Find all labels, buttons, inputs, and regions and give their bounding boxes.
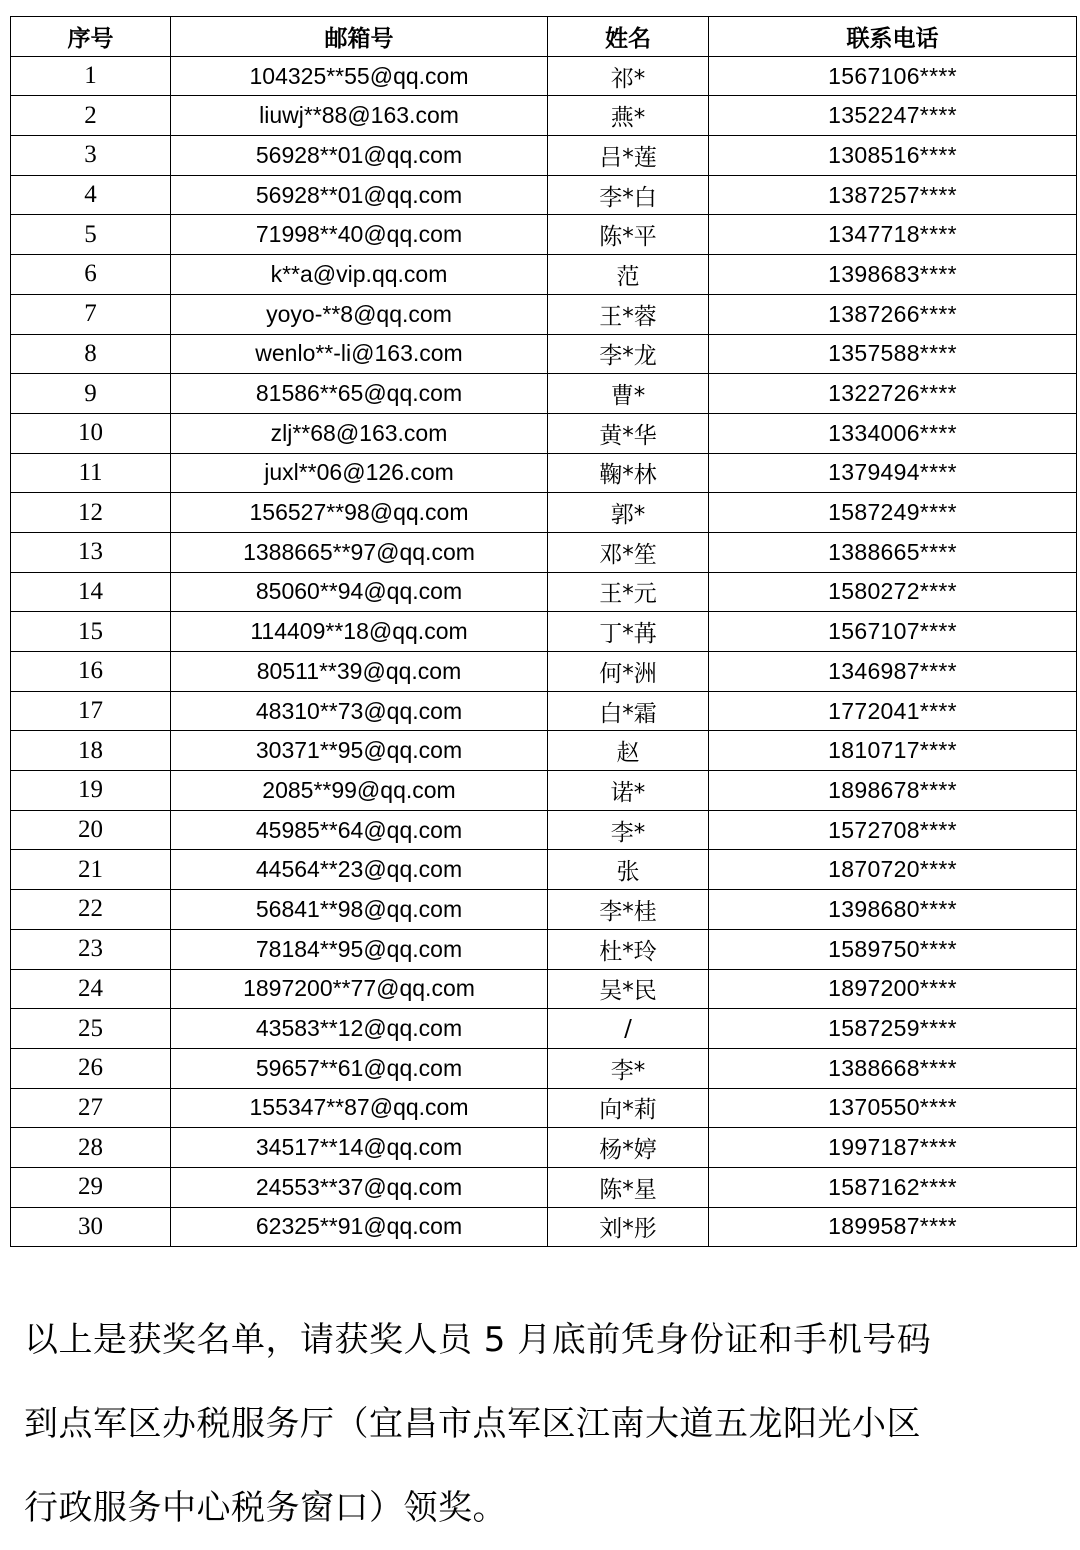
header-name: 姓名 [548,17,709,57]
cell-phone: 1587162**** [709,1167,1077,1207]
cell-seq: 22 [11,890,171,930]
cell-email: 1388665**97@qq.com [171,532,548,572]
cell-email: 43583**12@qq.com [171,1009,548,1049]
cell-seq: 15 [11,612,171,652]
cell-email: zlj**68@163.com [171,413,548,453]
cell-phone: 1347718**** [709,215,1077,255]
cell-email: 56841**98@qq.com [171,890,548,930]
cell-name: 诺* [548,771,709,811]
cell-email: 2085**99@qq.com [171,771,548,811]
cell-phone: 1334006**** [709,413,1077,453]
cell-seq: 10 [11,413,171,453]
cell-phone: 1398680**** [709,890,1077,930]
cell-name: 丁*苒 [548,612,709,652]
table-row [11,612,1077,652]
cell-email: 156527**98@qq.com [171,493,548,533]
cell-phone: 1398683**** [709,255,1077,295]
table-row [11,294,1077,334]
cell-seq: 5 [11,215,171,255]
cell-email: k**a@vip.qq.com [171,255,548,295]
table-row [11,731,1077,771]
cell-phone: 1870720**** [709,850,1077,890]
table-row [11,453,1077,493]
cell-phone: 1567106**** [709,56,1077,96]
table-row [11,215,1077,255]
notice-line: 到点军区办税服务厅（宜昌市点军区江南大道五龙阳光小区 [24,1404,921,1444]
cell-seq: 6 [11,255,171,295]
cell-phone: 1897200**** [709,969,1077,1009]
cell-seq: 20 [11,810,171,850]
cell-phone: 1567107**** [709,612,1077,652]
cell-seq: 4 [11,175,171,215]
cell-name: 杜*玲 [548,929,709,969]
cell-phone: 1357588**** [709,334,1077,374]
cell-name: 吕*莲 [548,136,709,176]
cell-seq: 1 [11,56,171,96]
cell-name: 白*霜 [548,691,709,731]
cell-name: 祁* [548,56,709,96]
cell-name: 陈*星 [548,1167,709,1207]
cell-name: 燕* [548,96,709,136]
cell-phone: 1346987**** [709,652,1077,692]
cell-phone: 1997187**** [709,1128,1077,1168]
table-row [11,96,1077,136]
table-row [11,691,1077,731]
cell-phone: 1308516**** [709,136,1077,176]
table-row [11,1048,1077,1088]
cell-name: 曹* [548,374,709,414]
cell-seq: 12 [11,493,171,533]
table-row [11,1128,1077,1168]
table-row [11,969,1077,1009]
cell-name: 吴*民 [548,969,709,1009]
cell-email: 85060**94@qq.com [171,572,548,612]
cell-email: 45985**64@qq.com [171,810,548,850]
notice-paragraph [24,1298,1064,1550]
cell-seq: 23 [11,929,171,969]
notice-line: 行政服务中心税务窗口）领奖。 [24,1488,507,1528]
cell-name: 陈*平 [548,215,709,255]
cell-email: wenlo**-li@163.com [171,334,548,374]
cell-phone: 1352247**** [709,96,1077,136]
cell-phone: 1898678**** [709,771,1077,811]
cell-phone: 1589750**** [709,929,1077,969]
cell-email: juxl**06@126.com [171,453,548,493]
cell-seq: 28 [11,1128,171,1168]
cell-name: 范 [548,255,709,295]
cell-name: 向*莉 [548,1088,709,1128]
header-phone: 联系电话 [709,17,1077,57]
cell-name: 王*蓉 [548,294,709,334]
cell-name: 刘*彤 [548,1207,709,1247]
cell-email: 56928**01@qq.com [171,136,548,176]
table-row [11,1088,1077,1128]
cell-email: 104325**55@qq.com [171,56,548,96]
table-row [11,1207,1077,1247]
cell-seq: 16 [11,652,171,692]
cell-phone: 1387266**** [709,294,1077,334]
table-body [11,56,1077,1247]
table-row [11,850,1077,890]
cell-seq: 25 [11,1009,171,1049]
cell-phone: 1388665**** [709,532,1077,572]
cell-email: liuwj**88@163.com [171,96,548,136]
winner-table [10,16,1077,1247]
cell-name: 何*洲 [548,652,709,692]
cell-email: 48310**73@qq.com [171,691,548,731]
cell-name: 李* [548,810,709,850]
cell-name: 李* [548,1048,709,1088]
cell-seq: 9 [11,374,171,414]
cell-phone: 1899587**** [709,1207,1077,1247]
table-row [11,1009,1077,1049]
cell-seq: 8 [11,334,171,374]
cell-email: 30371**95@qq.com [171,731,548,771]
cell-email: 155347**87@qq.com [171,1088,548,1128]
cell-seq: 27 [11,1088,171,1128]
cell-seq: 30 [11,1207,171,1247]
header-seq: 序号 [11,17,171,57]
cell-seq: 3 [11,136,171,176]
cell-name: 杨*婷 [548,1128,709,1168]
cell-name: 郭* [548,493,709,533]
cell-phone: 1322726**** [709,374,1077,414]
cell-email: 56928**01@qq.com [171,175,548,215]
cell-email: 34517**14@qq.com [171,1128,548,1168]
cell-email: 81586**65@qq.com [171,374,548,414]
table-row [11,532,1077,572]
cell-name: 李*桂 [548,890,709,930]
header-email: 邮箱号 [171,17,548,57]
table-row [11,374,1077,414]
cell-seq: 21 [11,850,171,890]
cell-name: 鞠*林 [548,453,709,493]
cell-email: 59657**61@qq.com [171,1048,548,1088]
cell-phone: 1587249**** [709,493,1077,533]
cell-email: 71998**40@qq.com [171,215,548,255]
table-row [11,771,1077,811]
table-row [11,413,1077,453]
table-row [11,810,1077,850]
cell-phone: 1379494**** [709,453,1077,493]
cell-phone: 1387257**** [709,175,1077,215]
cell-phone: 1587259**** [709,1009,1077,1049]
cell-email: 44564**23@qq.com [171,850,548,890]
cell-seq: 14 [11,572,171,612]
cell-name: 李*龙 [548,334,709,374]
table-row [11,652,1077,692]
cell-phone: 1370550**** [709,1088,1077,1128]
table-row [11,1167,1077,1207]
cell-seq: 19 [11,771,171,811]
cell-email: 80511**39@qq.com [171,652,548,692]
table-row [11,890,1077,930]
cell-seq: 26 [11,1048,171,1088]
table-header-row [11,17,1077,57]
cell-seq: 18 [11,731,171,771]
cell-name: 张 [548,850,709,890]
cell-email: 62325**91@qq.com [171,1207,548,1247]
table-row [11,929,1077,969]
table-row [11,334,1077,374]
table-row [11,572,1077,612]
cell-seq: 24 [11,969,171,1009]
cell-seq: 7 [11,294,171,334]
table-row [11,255,1077,295]
cell-seq: 13 [11,532,171,572]
cell-name: 赵 [548,731,709,771]
table-row [11,175,1077,215]
cell-phone: 1580272**** [709,572,1077,612]
cell-phone: 1388668**** [709,1048,1077,1088]
cell-email: yoyo-**8@qq.com [171,294,548,334]
cell-seq: 11 [11,453,171,493]
table-row [11,136,1077,176]
cell-email: 78184**95@qq.com [171,929,548,969]
cell-seq: 17 [11,691,171,731]
cell-email: 1897200**77@qq.com [171,969,548,1009]
cell-phone: 1772041**** [709,691,1077,731]
cell-email: 114409**18@qq.com [171,612,548,652]
cell-name: / [548,1009,709,1049]
cell-phone: 1810717**** [709,731,1077,771]
cell-name: 李*白 [548,175,709,215]
cell-name: 王*元 [548,572,709,612]
cell-email: 24553**37@qq.com [171,1167,548,1207]
table-row [11,56,1077,96]
notice-line: 以上是获奖名单，请获奖人员 5 月底前凭身份证和手机号码 [24,1320,932,1360]
cell-name: 黄*华 [548,413,709,453]
cell-phone: 1572708**** [709,810,1077,850]
cell-seq: 2 [11,96,171,136]
table-row [11,493,1077,533]
cell-seq: 29 [11,1167,171,1207]
cell-name: 邓*笙 [548,532,709,572]
